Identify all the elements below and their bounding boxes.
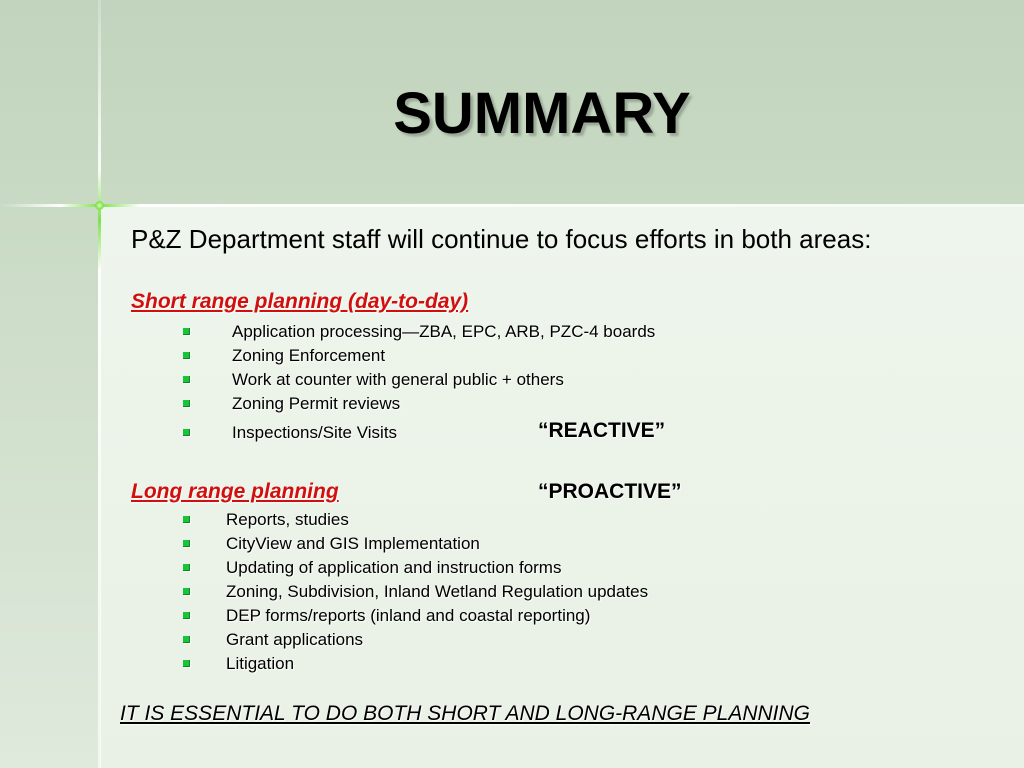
list-item-text: Inspections/Site Visits [232, 423, 398, 442]
bullet-icon [183, 588, 190, 595]
list-item-text: Work at counter with general public + others [232, 370, 564, 389]
list-item-text: DEP forms/reports (inland and coastal reporting) [226, 606, 591, 625]
list-item-text: CityView and GIS Implementation [226, 534, 480, 553]
bullet-icon [183, 429, 190, 436]
intro-text: P&Z Department staff will continue to focus efforts in both areas: [131, 224, 872, 254]
horizontal-divider [0, 204, 1024, 207]
reactive-tag: “REACTIVE” [538, 419, 666, 442]
cross-glow-center [95, 201, 104, 210]
long-range-heading: Long range planning [131, 480, 339, 503]
proactive-tag: “PROACTIVE” [538, 480, 682, 503]
bullet-icon [183, 352, 190, 359]
left-band [0, 206, 100, 768]
list-item-text: Grant applications [226, 630, 364, 649]
bullet-icon [183, 612, 190, 619]
list-item-text: Zoning, Subdivision, Inland Wetland Regulation updates [226, 582, 649, 601]
list-item-text: Reports, studies [226, 510, 349, 529]
closing-statement: IT IS ESSENTIAL TO DO BOTH SHORT AND LONG-RANGE PLANNING [120, 702, 811, 725]
slide-title: SUMMARY [393, 81, 691, 146]
short-range-heading: Short range planning (day-to-day) [131, 290, 469, 313]
list-item-text: Zoning Permit reviews [232, 394, 401, 413]
bullet-icon [183, 660, 190, 667]
list-item-text: Updating of application and instruction forms [226, 558, 562, 577]
bullet-icon [183, 376, 190, 383]
bullet-icon [183, 636, 190, 643]
bullet-icon [183, 540, 190, 547]
list-item-text: Zoning Enforcement [232, 346, 386, 365]
bullet-icon [183, 516, 190, 523]
cross-glow-vertical [98, 170, 101, 270]
list-item-text: Litigation [226, 654, 295, 673]
list-item-text: Application processing—ZBA, EPC, ARB, PZC-4 boards [232, 322, 656, 341]
bullet-icon [183, 564, 190, 571]
bullet-icon [183, 328, 190, 335]
bullet-icon [183, 400, 190, 407]
